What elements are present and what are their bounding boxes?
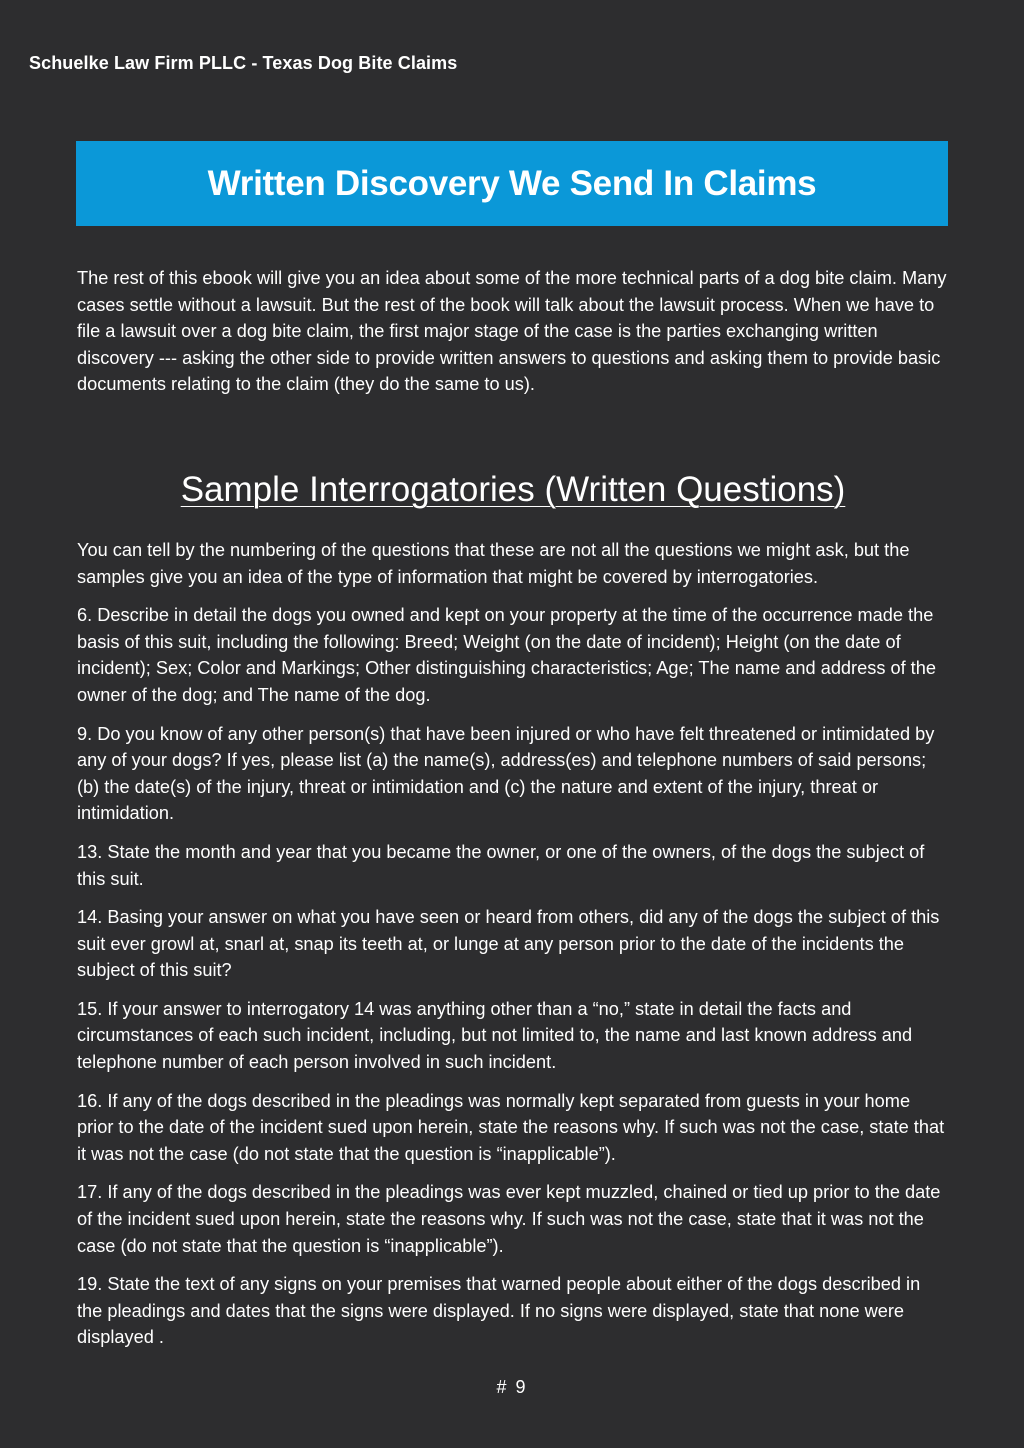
page-number: # 9 (496, 1377, 528, 1397)
chapter-title: Written Discovery We Send In Claims (207, 163, 817, 203)
chapter-banner (76, 141, 948, 226)
intro-paragraph: The rest of this ebook will give you an idea about some of the more technical parts of a dog bite claim. Many cases settle without a lawsuit. But the rest of the book will talk about the lawsuit process. When we have to file a lawsuit over a dog bite claim, the first major stage of the case is the parties exchanging written discovery --- asking the other side to provide written answers to questions and asking them to provide basic documents relating to the claim (they do the same to us). (77, 268, 947, 395)
interrogatory-13: 13. State the month and year that you became the owner, or one of the owners, of the dogs the subject of this suit. (77, 841, 925, 889)
page-content (77, 265, 949, 1363)
interrogatory-16: 16. If any of the dogs described in the pleadings was normally kept separated from guests in your home prior to the date of the incident sued upon herein, state the reasons why. If such was not the case, state that it was not the case (do not state that the question is “inapplicable”). (77, 1090, 945, 1164)
section-intro: You can tell by the numbering of the questions that these are not all the questions we might ask, but the samples give you an idea of the type of information that might be covered by interrogatories. (77, 539, 910, 587)
interrogatory-9: 9. Do you know of any other person(s) that have been injured or who have felt threatened or intimidated by any of your dogs? If yes, please list (a) the name(s), address(es) and telephone numbers of said persons; (b) the date(s) of the injury, threat or intimidation and (c) the nature and extent of the injury, threat or intimidation. (77, 723, 935, 824)
section-title: Sample Interrogatories (Written Questions) (180, 469, 846, 509)
interrogatory-6: 6. Describe in detail the dogs you owned and kept on your property at the time of the occurrence made the basis of this suit, including the following: Breed; Weight (on the date of incident); Height (on the date of incident); Sex; Color and Markings; Other distinguishing characteristics; Age; The name and address of the owner of the dog; and The name of the dog. (77, 605, 936, 705)
interrogatory-15: 15. If your answer to interrogatory 14 was anything other than a “no,” state in detail the facts and circumstances of each such incident, including, but not limited to, the name and last known address and telephone number of each person involved in such incident. (77, 998, 913, 1073)
interrogatory-17: 17. If any of the dogs described in the pleadings was ever kept muzzled, chained or tied up prior to the date of the incident sued upon herein, state the reasons why. If such was not the case, state that it was not the case (do not state that the question is “inapplicable”). (77, 1182, 941, 1256)
interrogatory-19: 19. State the text of any signs on your premises that warned people about either of the dogs described in the pleadings and dates that the signs were displayed. If no signs were displayed, state that none were displayed . (77, 1274, 921, 1348)
interrogatory-14: 14. Basing your answer on what you have seen or heard from others, did any of the dogs the subject of this suit ever growl at, snarl at, snap its teeth at, or lunge at any person prior to the date of the incidents the subject of this suit? (77, 907, 940, 981)
running-header: Schuelke Law Firm PLLC - Texas Dog Bite Claims (29, 53, 458, 73)
